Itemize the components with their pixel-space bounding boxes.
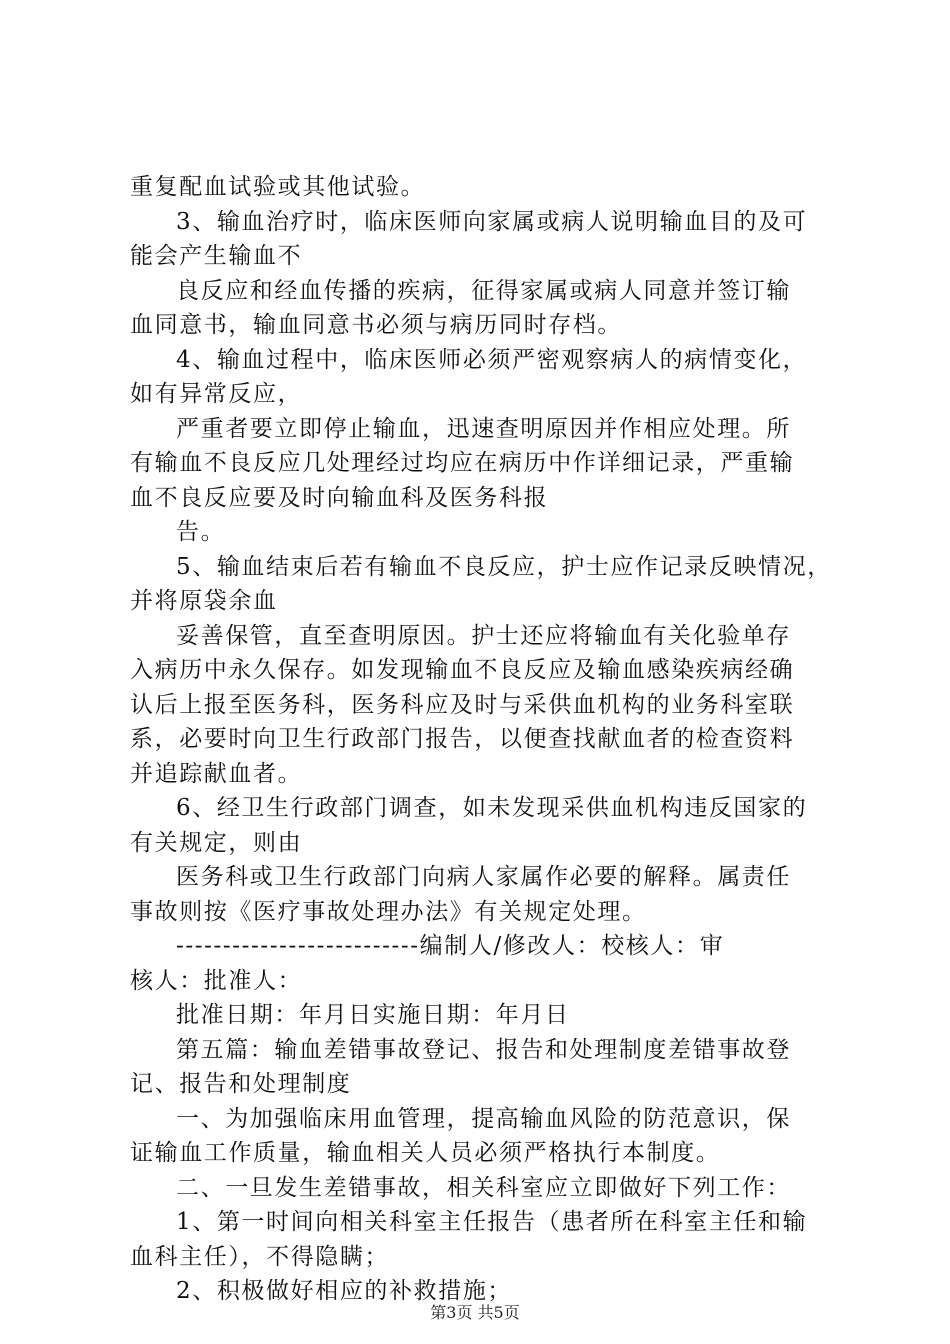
text-line: 血同意书，输血同意书必须与病历同时存档。 [130,312,622,338]
text-line: 并追踪献血者。 [130,761,303,787]
text-line: 记、报告和处理制度 [130,1071,352,1097]
text-line: 并将原袋余血 [130,588,278,614]
text-line: 血不良反应要及时向输血科及医务科报 [130,485,549,511]
text-line: 事故则按《医疗事故处理办法》有关规定处理。 [130,899,647,925]
text-line: 1、第一时间向相关科室主任报告（患者所在科室主任和输 [176,1209,808,1235]
text-line: 良反应和经血传播的疾病，征得家属或病人同意并签订输 [176,278,791,304]
text-line: 认后上报至医务科，医务科应及时与采供血机构的业务科室联 [130,692,795,718]
text-line: 核人：批准人： [130,968,303,994]
text-line: 有输血不良反应几处理经过均应在病历中作详细记录，严重输 [130,450,795,476]
text-line: 重复配血试验或其他试验。 [130,174,426,200]
page-number-footer: 第3页 共5页 [430,1303,520,1322]
text-line: 3、输血治疗时，临床医师向家属或病人说明输血目的及可 [176,209,808,235]
text-line: 5、输血结束后若有输血不良反应，护士应作记录反映情况， [176,554,832,580]
text-line: 一、为加强临床用血管理，提高输血风险的防范意识，保 [176,1106,791,1132]
text-line: 6、经卫生行政部门调查，如未发现采供血机构违反国家的 [176,795,808,821]
text-line: 医务科或卫生行政部门向病人家属作必要的解释。属责任 [176,864,791,890]
text-line: 入病历中永久保存。如发现输血不良反应及输血感染疾病经确 [130,657,795,683]
text-line: 证输血工作质量，输血相关人员必须严格执行本制度。 [130,1140,721,1166]
text-line: 2、积极做好相应的补救措施； [176,1278,513,1304]
text-line: 能会产生输血不 [130,243,303,269]
text-line: 二、一旦发生差错事故，相关科室应立即做好下列工作： [176,1175,791,1201]
text-line: 血科主任），不得隐瞒； [130,1244,390,1270]
text-line: 4、输血过程中，临床医师必须严密观察病人的病情变化， [176,347,808,373]
text-line: --------------------------编制人/修改人：校核人：审 [176,933,725,959]
text-line: 批准日期：年月日实施日期：年月日 [176,1002,570,1028]
text-line: 如有异常反应， [130,381,303,407]
text-line: 告。 [176,519,226,545]
text-line: 严重者要立即停止输血，迅速查明原因并作相应处理。所 [176,416,791,442]
text-line: 有关规定，则由 [130,830,303,856]
text-line: 系，必要时向卫生行政部门报告，以便查找献血者的检查资料 [130,726,795,752]
text-line: 第五篇：输血差错事故登记、报告和处理制度差错事故登 [176,1037,791,1063]
text-line: 妥善保管，直至查明原因。护士还应将输血有关化验单存 [176,623,791,649]
